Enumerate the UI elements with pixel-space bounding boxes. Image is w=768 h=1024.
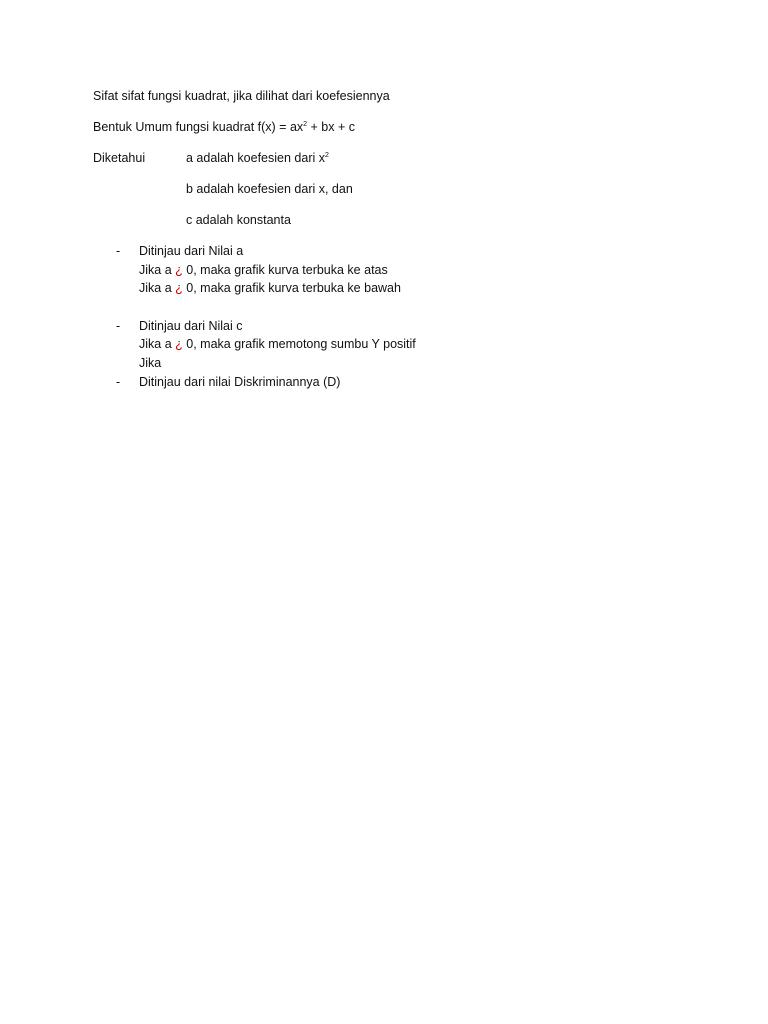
known-c-line: c adalah konstanta xyxy=(186,213,291,227)
bullet-a-line2 xyxy=(139,280,401,296)
bullet-c-line1-suffix: 0, maka grafik memotong sumbu Y positif xyxy=(182,337,416,351)
general-form-suffix: + bx + c xyxy=(307,120,356,134)
bullet-a-line1-prefix: Jika a xyxy=(139,263,176,277)
general-form-prefix: Bentuk Umum fungsi kuadrat f(x) = ax xyxy=(93,120,304,134)
bullet-a-line1-symbol: ¿ xyxy=(175,263,183,277)
bullet-c-line2: Jika xyxy=(139,356,162,370)
bullet-dash-d: - xyxy=(116,375,121,389)
bullet-a-line2-prefix: Jika a xyxy=(139,281,176,295)
bullet-c-line1-prefix: Jika a xyxy=(139,337,176,351)
bullet-a-line1 xyxy=(139,262,388,278)
known-a-text: a adalah koefesien dari x xyxy=(186,151,325,165)
known-b-line: b adalah koefesien dari x, dan xyxy=(186,182,353,196)
bullet-a-heading: Ditinjau dari Nilai a xyxy=(139,244,244,258)
document-title: Sifat sifat fungsi kuadrat, jika dilihat dari koefesiennya xyxy=(93,89,390,103)
bullet-a-line1-suffix: 0, maka grafik kurva terbuka ke atas xyxy=(182,263,388,277)
known-label: Diketahui xyxy=(93,151,146,165)
bullet-c-line1 xyxy=(139,336,416,352)
bullet-dash-a: - xyxy=(116,244,121,258)
bullet-a-line2-symbol: ¿ xyxy=(175,281,183,295)
known-a-exponent: 2 xyxy=(324,152,329,159)
bullet-c-heading: Ditinjau dari Nilai c xyxy=(139,319,243,333)
known-a-line xyxy=(186,150,329,166)
bullet-d-heading: Ditinjau dari nilai Diskriminannya (D) xyxy=(139,375,341,389)
general-form-line xyxy=(93,119,355,135)
bullet-dash-c: - xyxy=(116,319,121,333)
bullet-a-line2-suffix: 0, maka grafik kurva terbuka ke bawah xyxy=(182,281,401,295)
bullet-c-line1-symbol: ¿ xyxy=(175,337,183,351)
general-form-exponent: 2 xyxy=(303,121,308,128)
